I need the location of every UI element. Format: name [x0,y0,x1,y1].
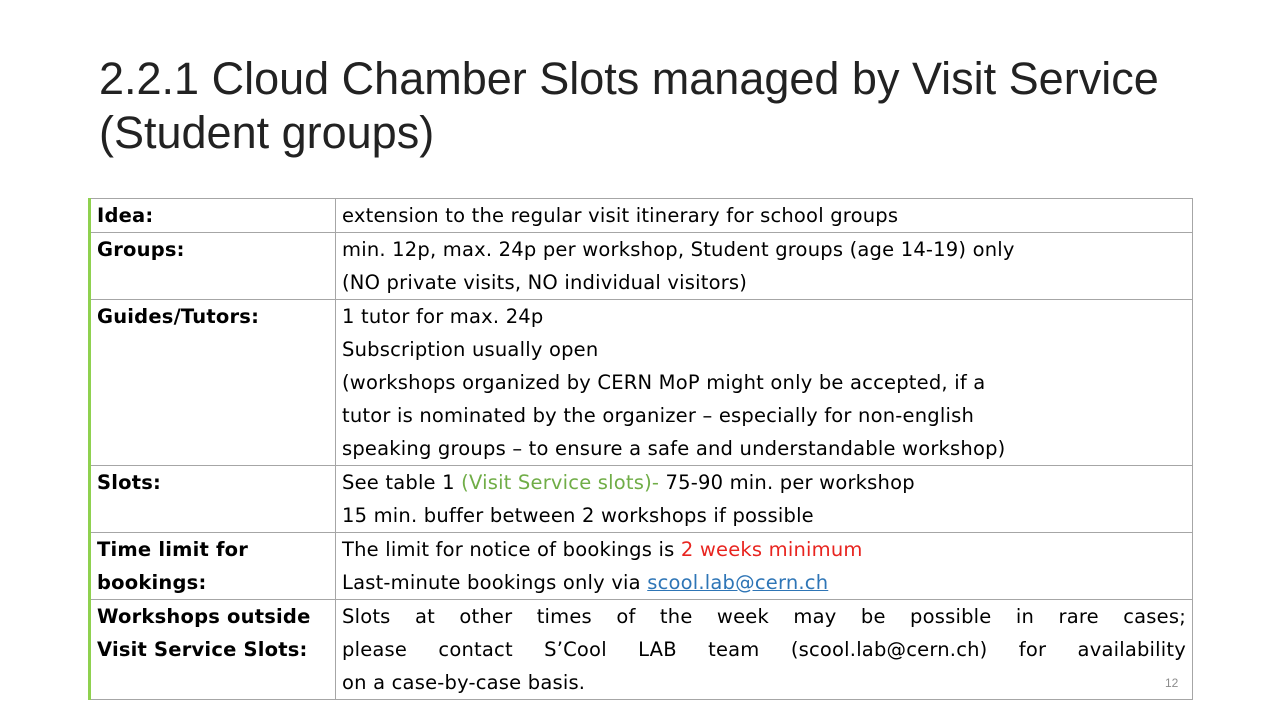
row-key-idea: Idea: [90,199,336,233]
value-line [342,466,1186,499]
email-link[interactable]: scool.lab@cern.ch [647,571,829,594]
value-line: (NO private visits, NO individual visitors) [342,271,748,294]
minimum-notice-highlight: 2 weeks minimum [680,538,863,561]
table-row [90,233,1193,300]
row-key-groups: Groups: [90,233,336,300]
value-line: 15 min. buffer between 2 workshops if possible [342,504,814,527]
row-value-slots [336,466,1193,533]
time-limit-text: The limit for notice of bookings is [342,538,681,561]
row-key-slots: Slots: [90,466,336,533]
value-line: on a case-by-case basis. [342,671,586,694]
table-row [90,300,1193,466]
slots-text: See table 1 [342,471,462,494]
row-value-workshops-outside [336,600,1193,700]
row-value-groups [336,233,1193,300]
value-line: speaking groups – to ensure a safe and understandable workshop) [342,437,1006,460]
value-line: Subscription usually open [342,338,599,361]
table-row [90,600,1193,700]
table-row [90,199,1193,233]
visit-service-slots-reference: (Visit Service slots)- [461,471,660,494]
value-line: Slots at other times of the week may be possible in rare cases; [342,605,1186,628]
row-key-guides-tutors: Guides/Tutors: [90,300,336,466]
value-line: 1 tutor for max. 24p [342,305,544,328]
value-line [342,566,1186,599]
row-value-time-limit [336,533,1193,600]
value-line: tutor is nominated by the organizer – especially for non-english [342,404,975,427]
value-line: (workshops organized by CERN MoP might only be accepted, if a [342,371,986,394]
row-key-workshops-outside: Workshops outside Visit Service Slots: [90,600,336,700]
slide-title: 2.2.1 Cloud Chamber Slots managed by Visit Service (Student groups) [99,53,1159,158]
row-key-time-limit: Time limit for bookings: [90,533,336,600]
page-number: 12 [1165,676,1179,690]
value-line: min. 12p, max. 24p per workshop, Student groups (age 14-19) only [342,238,1015,261]
table-row [90,466,1193,533]
value-line [342,533,1186,566]
value-line: please contact S’Cool LAB team (scool.lab@cern.ch) for availability [342,638,1186,661]
value-line: extension to the regular visit itinerary for school groups [342,204,899,227]
slots-duration-text: 75-90 min. per workshop [659,471,915,494]
row-value-guides-tutors [336,300,1193,466]
table-row [90,533,1193,600]
row-value-idea [336,199,1193,233]
info-table [88,198,1193,700]
last-minute-text: Last-minute bookings only via [342,571,648,594]
